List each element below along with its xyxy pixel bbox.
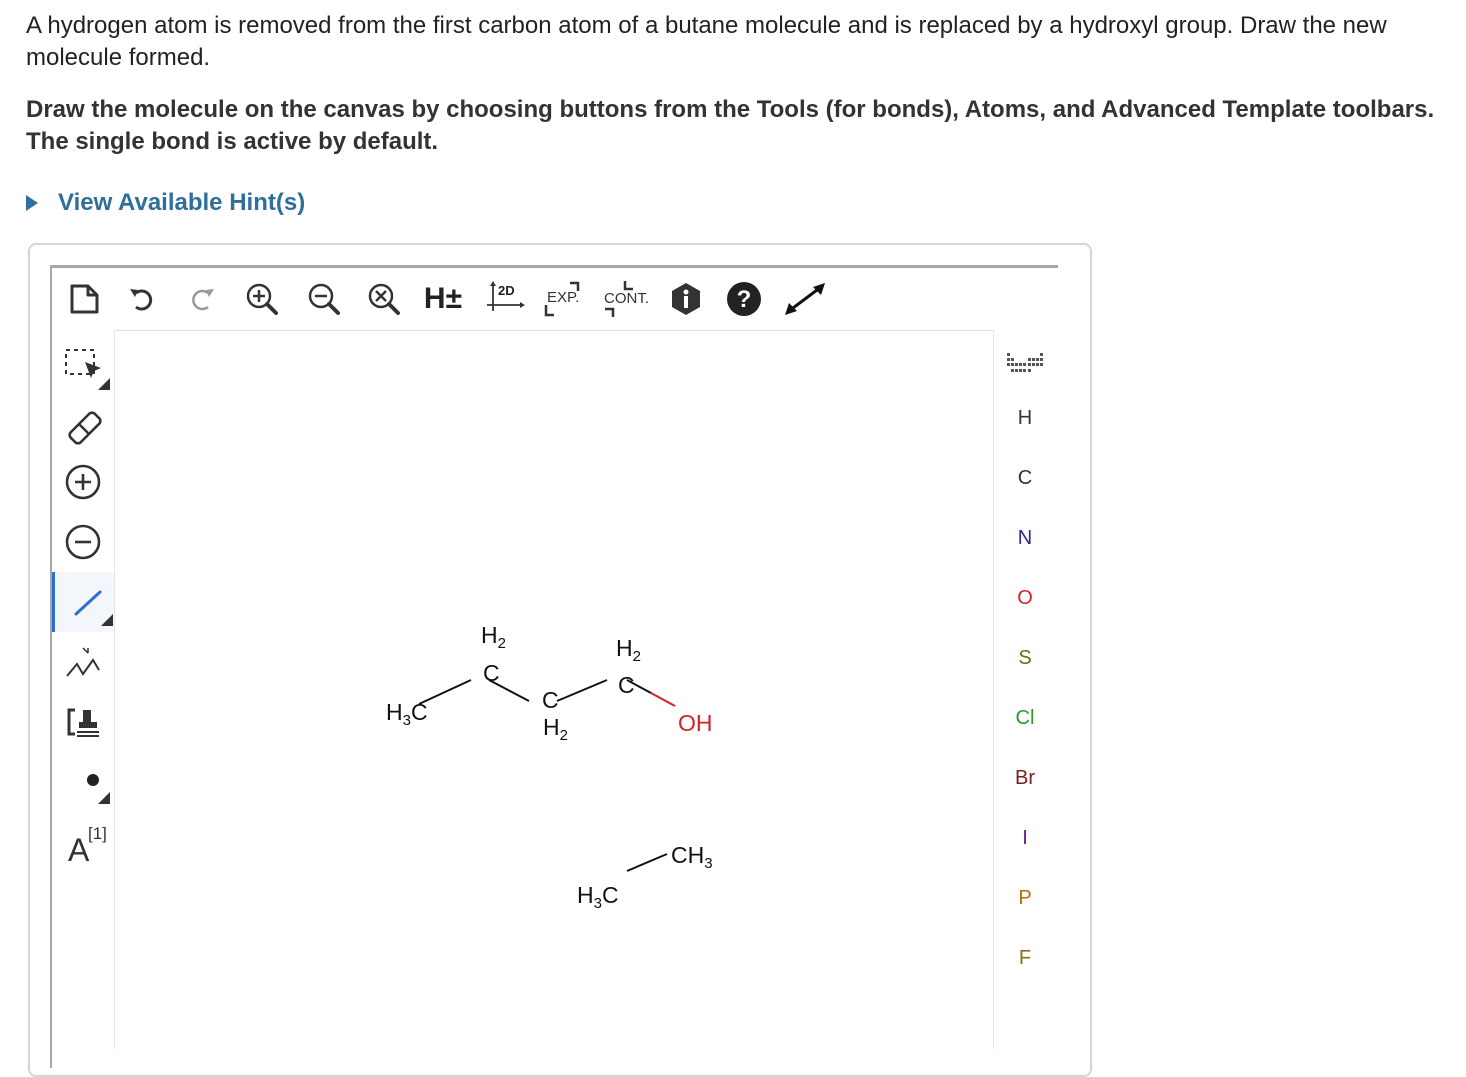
clean-2d-label: 2D [498,283,515,298]
atom-mapping-icon [58,820,108,868]
atom-mapping-index: [1] [88,824,107,843]
zoom-out-icon [307,282,341,316]
chain-icon [61,640,105,684]
single-bond-button[interactable] [52,572,117,632]
view-hints-link[interactable] [26,186,305,220]
template-tool-button[interactable] [52,692,114,752]
help-button[interactable] [722,268,766,330]
caret-right-icon [26,195,38,211]
atom-button-s[interactable]: S [1018,646,1032,669]
atom-h3c: $H_3C$ [577,882,619,912]
drawing-canvas[interactable] [114,330,994,1049]
atom-ch2-c-hydrogens: $H_2$ [616,635,641,665]
info-icon [669,282,703,316]
redo-button[interactable] [180,268,224,330]
clean-2d-icon [485,279,525,319]
atoms-toolbar [994,332,1056,1048]
atom-ch2-a-hydrogens: $H_2$ [481,622,506,652]
atom-mapping-button[interactable] [52,812,114,872]
hydrogen-toggle-label: H± [423,282,463,315]
expand-button[interactable] [540,268,592,330]
fullscreen-button[interactable] [780,268,830,330]
atom-ch2-b-hydrogens: $H_2$ [543,714,568,744]
atom-ch2-a-carbon: C [483,660,500,686]
hydrogen-toggle-button[interactable] [418,268,468,330]
zoom-out-button[interactable] [302,268,346,330]
new-document-button[interactable] [62,268,106,330]
positive-charge-button[interactable] [52,452,114,512]
bond-c4-o-oxygen-half [651,693,675,706]
atom-ch2-c-carbon: C [618,672,635,698]
atom-oh: OH [678,710,713,736]
contract-button[interactable] [598,268,652,330]
question-instructions: Draw the molecule on the canvas by choosing buttons from the Tools (for bonds), Atoms, and Advanced Template toolbars. The single bond is active by default. [26,96,1435,155]
submenu-corner-icon [98,378,110,390]
bond-ethane [627,854,667,871]
question-text: A hydrogen atom is removed from the first carbon atom of a butane molecule and is replaced by a hydroxyl group. Draw the new molecule formed. [26,12,1387,71]
view-hints-label: View Available Hint(s) [58,189,306,216]
zoom-in-icon [245,282,279,316]
atom-ch2-b-carbon: C [542,687,559,713]
info-button[interactable] [664,268,708,330]
atom-button-h[interactable]: H [1017,406,1033,429]
atom-button-o[interactable]: O [1017,586,1033,609]
chain-tool-button[interactable] [52,632,114,692]
zoom-in-button[interactable] [240,268,284,330]
atom-button-i[interactable]: I [1022,826,1028,849]
top-toolbar [52,268,1056,330]
periodic-table-icon [1005,349,1045,375]
eraser-icon [61,404,105,448]
help-icon [726,281,762,317]
undo-button[interactable] [120,268,164,330]
atom-button-c[interactable]: C [1017,466,1033,489]
atom-ch3: $H_3C$ [386,699,428,729]
svg-text:?: ? [736,286,752,313]
atom-mapping-letter: A [68,832,90,868]
atom-button-p[interactable]: P [1018,886,1032,909]
expand-icon [542,279,590,319]
submenu-corner-icon [101,614,113,626]
periodic-table-button[interactable] [994,332,1056,392]
atom-button-cl[interactable]: Cl [1015,706,1035,729]
atom-ch3-terminal: $CH_3$ [671,842,713,872]
redo-icon [186,283,218,315]
contract-label: CONT. [604,290,649,307]
clean-2d-button[interactable] [482,268,528,330]
undo-icon [126,283,158,315]
molecule-drawing [115,331,993,1049]
contract-icon [599,279,651,319]
erase-tool-button[interactable] [52,396,114,456]
left-toolbar [52,330,114,1048]
selection-tool-button[interactable] [52,336,114,396]
plus-charge-icon [64,463,102,501]
expand-label: EXP. [547,289,580,306]
zoom-reset-icon [367,282,401,316]
bond-c3-c4 [557,680,607,701]
atom-button-br[interactable]: Br [1015,766,1035,789]
zoom-reset-button[interactable] [362,268,406,330]
template-icon [61,700,105,744]
atom-dot-tool-button[interactable] [52,750,114,810]
atom-button-f[interactable]: F [1018,946,1032,969]
new-document-icon [67,282,101,316]
negative-charge-button[interactable] [52,512,114,572]
atom-button-n[interactable]: N [1017,526,1033,549]
submenu-corner-icon [98,792,110,804]
minus-charge-icon [64,523,102,561]
fullscreen-icon [783,281,827,317]
